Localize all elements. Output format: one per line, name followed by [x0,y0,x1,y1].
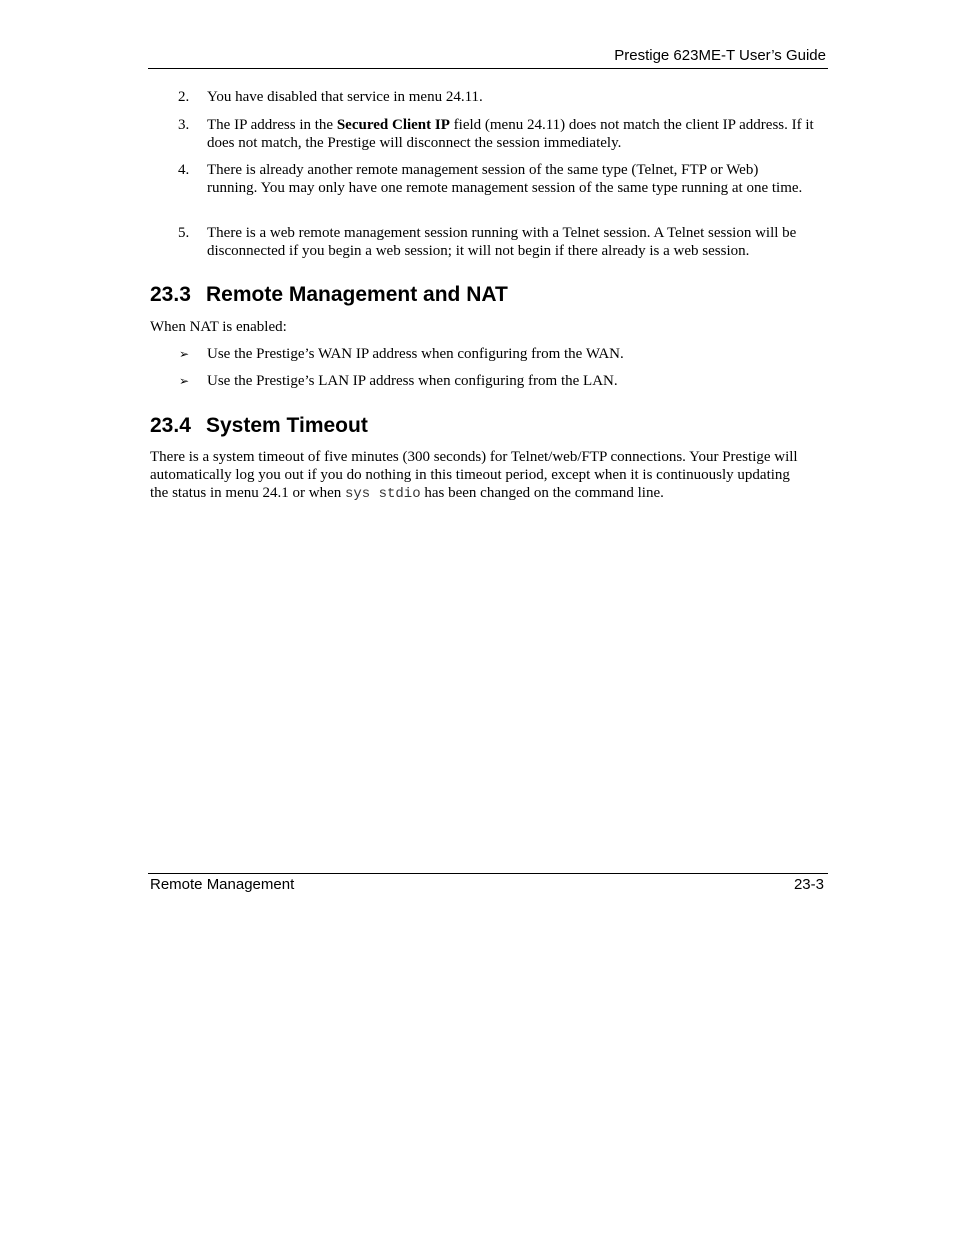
field-name-secured-client-ip: Secured Client IP [336,117,450,133]
page-header [148,46,828,69]
bullet-text: Use the Prestige’s LAN IP address when configuring from the LAN. [207,373,618,389]
chapter-name: Remote Management [150,876,295,893]
page-footer [148,873,828,896]
list-item [150,224,830,260]
list-item-number: 2. [178,89,190,105]
guide-title: Prestige 623ME-T User’s Guide [614,47,826,64]
section-heading-nat [150,283,508,307]
section-heading-timeout [150,414,368,438]
section-title: Remote Management and NAT [206,283,508,306]
list-item-number: 5. [178,225,190,241]
section-number: 23.4 [150,414,191,437]
list-item-text: There is a web remote management session running with a Telnet session. A Telnet session will be disconnected if you begin a web session; it will not begin if there already is a web session. [207,225,797,259]
command-code: sys stdio [344,486,421,502]
list-item-text: You have disabled that service in menu 24.11. [207,89,483,105]
list-item [150,345,830,363]
arrowhead-bullet-icon: ➢ [179,374,190,388]
list-item-text: There is already another remote management session of the same type (Telnet, FTP or Web) running. You may only have one remote management session of the same type running at one time. [207,162,803,196]
list-item-text [207,116,829,152]
nat-intro: When NAT is enabled: [150,319,287,335]
text-run: There is a system timeout of five minutes (300 seconds) for Telnet/web/FTP connections. Your Prestige will automatically log you out if you do nothing in this timeout period, except when it is continuously updating the status in menu 24.1 or when [150,449,798,501]
text-run: field (menu 24.11) does not match the client IP address. If it does not match, the Prestige will disconnect the session immediately. [207,117,814,151]
bullet-text: Use the Prestige’s WAN IP address when configuring from the WAN. [207,346,624,362]
list-item-number: 4. [178,162,190,178]
list-item [150,161,830,215]
section-title: System Timeout [206,414,368,437]
arrowhead-bullet-icon: ➢ [179,347,190,361]
list-item [150,116,830,152]
list-item-number: 3. [178,117,190,133]
page-number: 23-3 [793,876,824,893]
text-run: has been changed on the command line. [420,485,664,501]
text-run: The IP address in the [207,117,337,133]
list-item [150,88,830,106]
section-number: 23.3 [150,283,191,306]
timeout-paragraph [150,448,810,503]
list-item [150,372,830,390]
